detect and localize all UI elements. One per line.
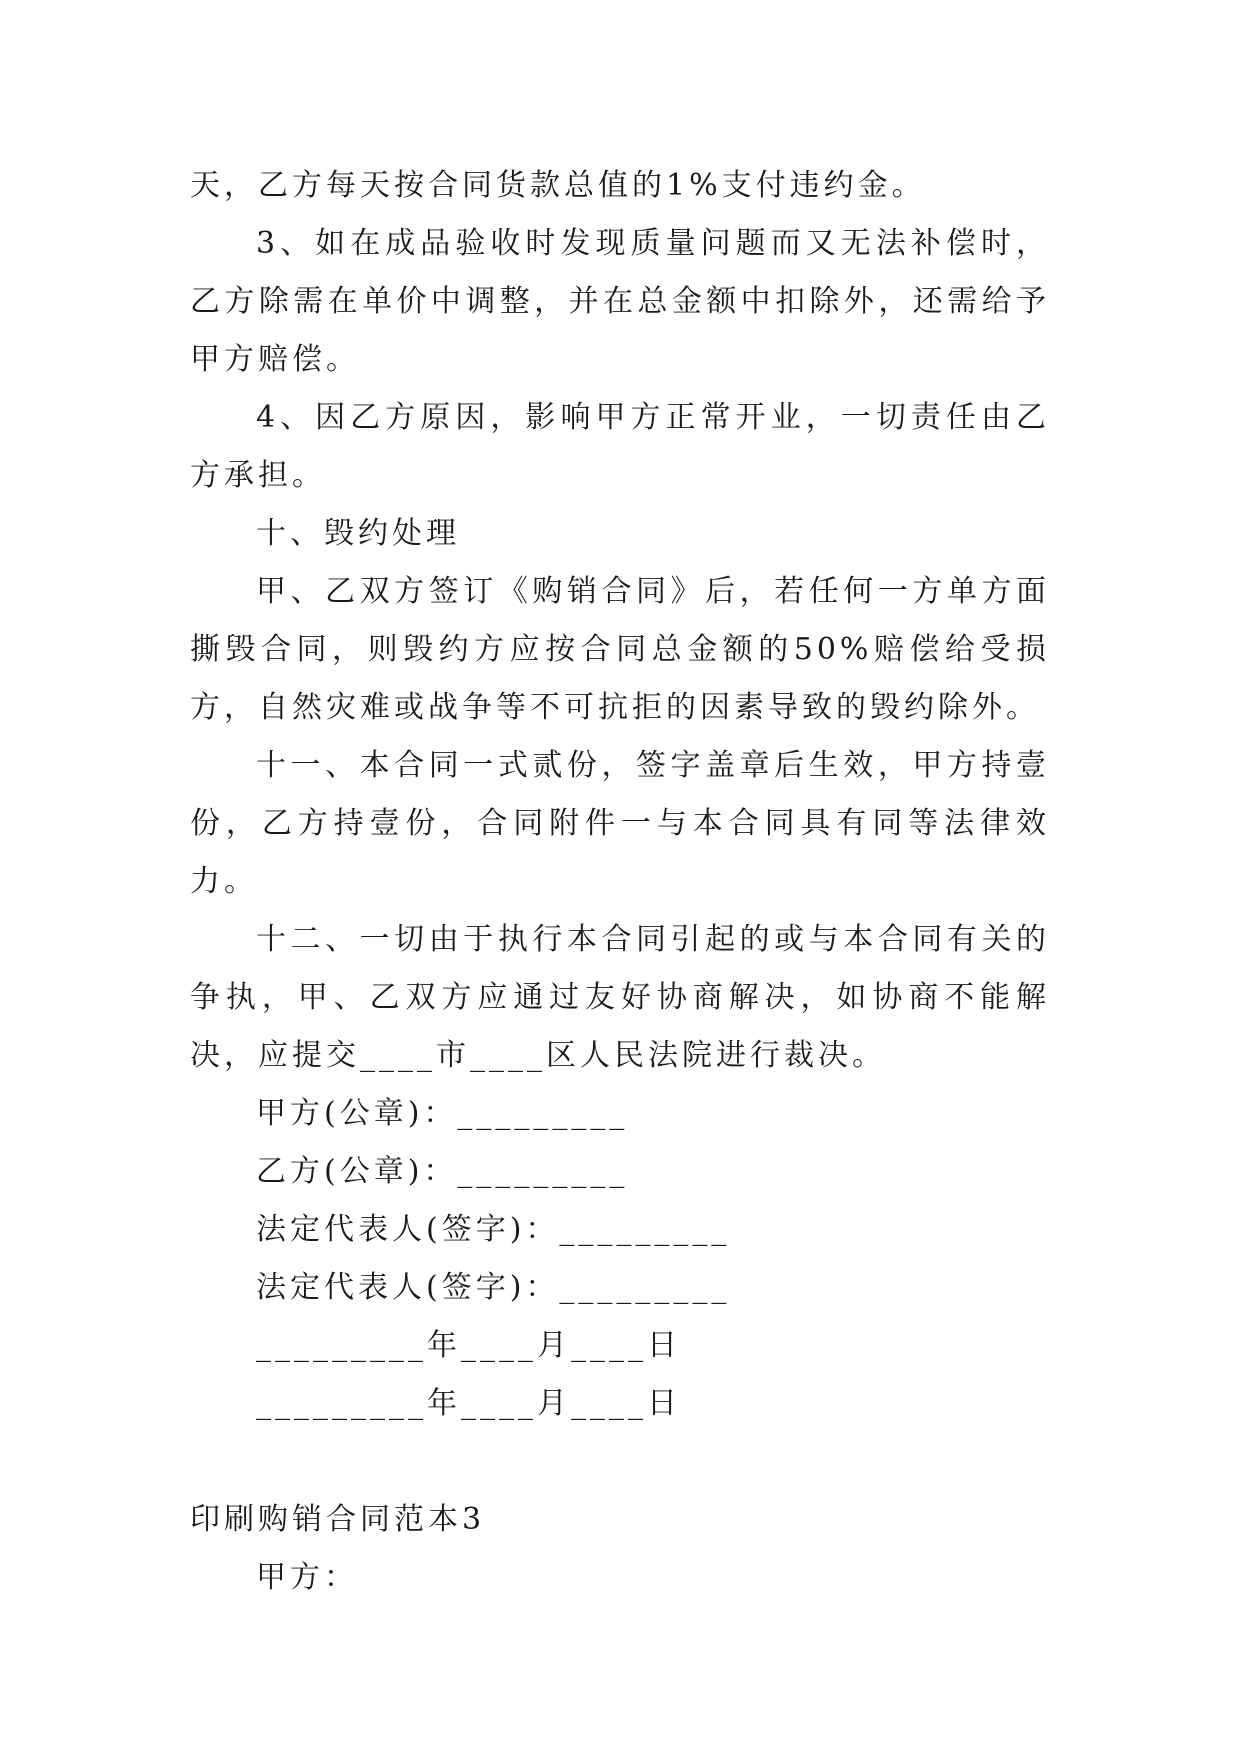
signature-party-b-seal: 乙方(公章)：_________ [256,1154,629,1189]
section-heading-breach: 十、毁约处理 [256,516,460,551]
paragraph-penalty-continuation: 天，乙方每天按合同货款总值的1%支付违约金。 [190,168,926,203]
signature-block [190,1085,1050,1433]
signature-date-a: _________年____月____日 [256,1328,681,1363]
next-section-title: 印刷购销合同范本3 [190,1502,486,1537]
signature-party-a-seal: 甲方(公章)：_________ [256,1096,629,1131]
section-spacer [190,1433,1050,1491]
paragraph-breach-handling: 甲、乙双方签订《购销合同》后，若任何一方单方面撕毁合同，则毁约方应按合同总金额的50%赔偿给受损方，自然灾难或战争等不可抗拒的因素导致的毁约除外。 [190,574,1050,725]
paragraph-clause-4: 4、因乙方原因，影响甲方正常开业，一切责任由乙方承担。 [190,400,1050,493]
paragraph-clause-11: 十一、本合同一式贰份，签字盖章后生效，甲方持壹份，乙方持壹份，合同附件一与本合同具有同等法律效力。 [190,748,1050,899]
contract-body [190,157,1050,1607]
signature-legal-rep-b: 法定代表人(签字)：_________ [256,1270,731,1305]
paragraph-clause-12: 十二、一切由于执行本合同引起的或与本合同有关的争执，甲、乙双方应通过友好协商解决，如协商不能解决，应提交____市____区人民法院进行裁决。 [190,922,1050,1073]
signature-date-b: _________年____月____日 [256,1386,681,1421]
signature-legal-rep-a: 法定代表人(签字)：_________ [256,1212,731,1247]
paragraph-clause-3: 3、如在成品验收时发现质量问题而又无法补偿时，乙方除需在单价中调整，并在总金额中扣除外，还需给予甲方赔偿。 [190,226,1050,377]
next-section-party-a: 甲方： [256,1560,358,1595]
